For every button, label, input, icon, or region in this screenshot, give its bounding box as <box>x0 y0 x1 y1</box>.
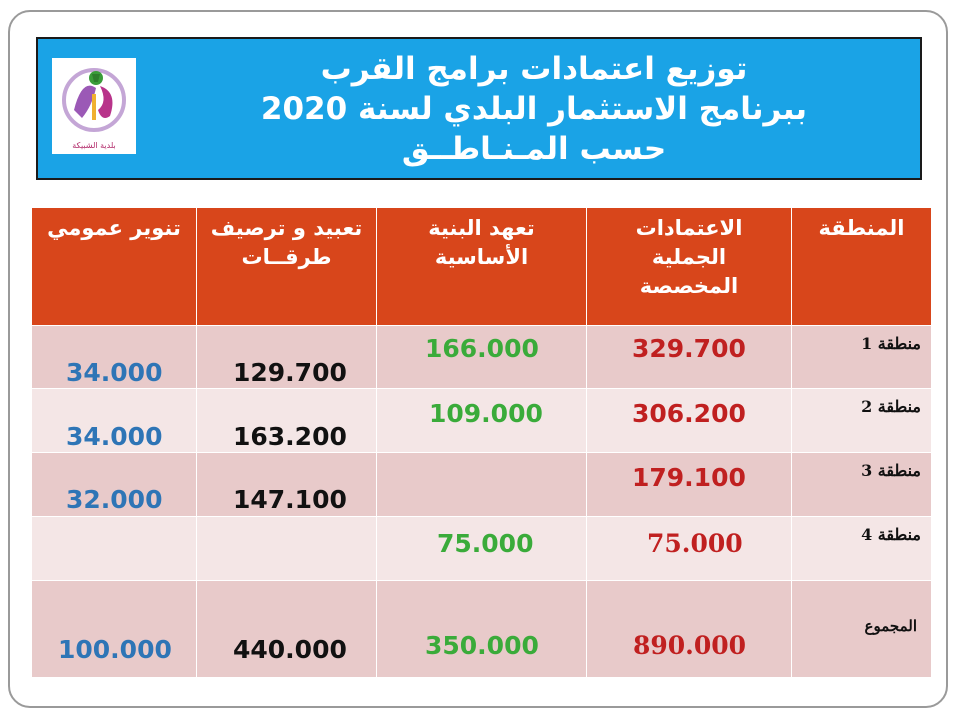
region-cell: منطقة 4 <box>792 517 932 581</box>
municipality-logo-icon <box>52 58 136 154</box>
allocations-table <box>31 207 932 678</box>
region-cell: منطقة 2 <box>792 389 932 453</box>
table-header-row <box>32 208 932 326</box>
paving-cell: 163.200 <box>197 389 377 453</box>
table-row <box>32 326 932 389</box>
paving-cell: 129.700 <box>197 326 377 389</box>
region-cell: المجموع <box>792 581 932 678</box>
paving-cell: 440.000 <box>197 581 377 678</box>
lighting-cell <box>32 517 197 581</box>
lighting-cell: 34.000 <box>32 389 197 453</box>
paving-cell: 147.100 <box>197 453 377 517</box>
header-region: المنطقة <box>792 208 932 326</box>
infrastructure-cell: 166.000 <box>377 326 587 389</box>
table-row <box>32 389 932 453</box>
title-line-3: حسب المـنـاطــق <box>401 131 667 167</box>
logo-caption: بلدية الشبيكة <box>72 141 116 150</box>
region-cell: منطقة 3 <box>792 453 932 517</box>
title-line-1: توزيع اعتمادات برامج القرب <box>320 51 748 87</box>
total-cell: 179.100 <box>587 453 792 517</box>
table-totals-row <box>32 581 932 678</box>
title-line-2: ببرنامج الاستثمار البلدي لسنة 2020 <box>260 91 808 127</box>
page-title <box>158 49 910 169</box>
header-total-allocations: الاعتمادات الجملية المخصصة <box>587 208 792 326</box>
logo-graphic <box>52 58 136 142</box>
lighting-cell: 32.000 <box>32 453 197 517</box>
total-cell: 329.700 <box>587 326 792 389</box>
total-cell: 306.200 <box>587 389 792 453</box>
paving-cell <box>197 517 377 581</box>
total-cell: 890.000 <box>587 581 792 678</box>
infrastructure-cell: 75.000 <box>377 517 587 581</box>
lighting-cell: 34.000 <box>32 326 197 389</box>
infrastructure-cell: 350.000 <box>377 581 587 678</box>
header-paving: تعبيد و ترصيف طرقــات <box>197 208 377 326</box>
region-cell: منطقة 1 <box>792 326 932 389</box>
infrastructure-cell: 109.000 <box>377 389 587 453</box>
lighting-cell: 100.000 <box>32 581 197 678</box>
table-row <box>32 453 932 517</box>
total-cell: 75.000 <box>587 517 792 581</box>
header-infrastructure: تعهد البنية الأساسية <box>377 208 587 326</box>
title-banner <box>36 37 922 180</box>
infrastructure-cell <box>377 453 587 517</box>
table-row <box>32 517 932 581</box>
header-lighting: تنوير عمومي <box>32 208 197 326</box>
